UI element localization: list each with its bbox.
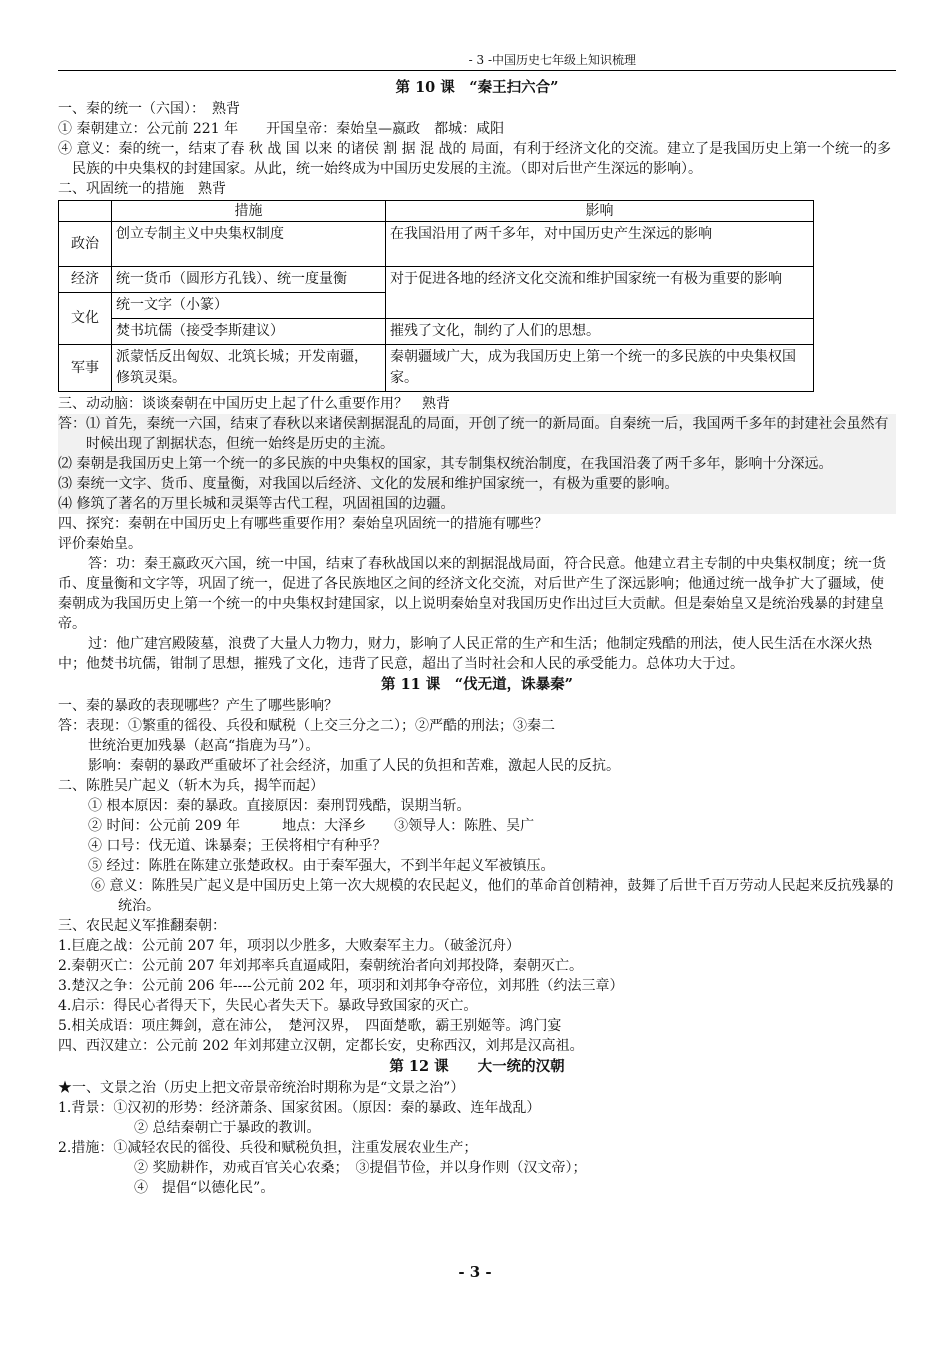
paragraph: ⑷ 修筑了著名的万里长城和灵渠等古代工程，巩固祖国的边疆。 (58, 496, 455, 512)
paragraph: ⑵ 秦朝是我国历史上第一个统一的多民族的中央集权的国家，其专制集权统治制度，在我国沿袭了两千多年，影响十分深远。 (58, 456, 833, 472)
table-cell-category: 经济 (59, 267, 112, 293)
section-heading: ★一、文景之治（历史上把文帝景帝统治时期称为是“文景之治”） (58, 1080, 465, 1096)
page-number: - 3 - (458, 1263, 492, 1281)
paragraph: 世统治更加残暴（赵高“指鹿为马”）。 (88, 738, 320, 754)
lesson-12-title: 第 12 课 大一统的汉朝 (389, 1058, 565, 1075)
document-page (58, 50, 896, 1198)
table-cell-category: 军事 (59, 345, 112, 392)
table-cell-impact: 秦朝疆域广大，成为我国历史上第一个统一的多民族的中央集权国家。 (386, 345, 814, 392)
lesson-11-title: 第 11 课 “伐无道，诛暴秦” (381, 676, 573, 693)
list-item: ⑤ 经过：陈胜在陈建立张楚政权。由于秦军强大，不到半年起义军被镇压。 (88, 858, 555, 874)
paragraph: 答：功：秦王嬴政灭六国，统一中国，结束了春秋战国以来的割据混战局面，符合民意。他建立君主专制的中央集权制度；统一货币、度量衡和文字等，巩固了统一，促进了各民族地区之间的经济文化交流，对后世产生了深远影响；他通过统一战争扩大了疆域，使秦朝成为我国历史上第一个统一的中央集权封建国家，以上说明秦始皇对我国历史作出过巨大贡献。但是秦始皇又是统治残暴的封建皇帝。 (58, 556, 886, 632)
table-cell-measure: 派蒙恬反出匈奴、北筑长城；开发南疆，修筑灵渠。 (112, 345, 386, 392)
section-heading: 三、农民起义军推翻秦朝： (58, 918, 226, 934)
paragraph: ⑶ 秦统一文字、货币、度量衡，对我国以后经济、文化的发展和维护国家统一，有极为重要的影响。 (58, 476, 679, 492)
list-item: 1.背景：①汉初的形势：经济萧条、国家贫困。（原因：秦的暴政、连年战乱） (58, 1100, 541, 1116)
table-cell-impact: 对于促进各地的经济文化交流和维护国家统一有极为重要的影响 (386, 267, 814, 319)
list-item: 3.楚汉之争：公元前 206 年----公元前 202 年，项羽和刘邦争夺帝位，刘邦胜（约法三章） (58, 978, 624, 994)
table-cell-measure: 焚书坑儒（接受李斯建议） (112, 319, 386, 345)
lesson-10-title: 第 10 课 “秦王扫六合” (395, 79, 559, 96)
table-row (59, 222, 814, 267)
table-cell-measure: 创立专制主义中央集权制度 (112, 222, 386, 267)
section-heading: 二、陈胜吴广起义（斩木为兵，揭竿而起） (58, 778, 324, 794)
table-cell-measure: 统一文字（小篆） (112, 293, 386, 319)
paragraph: 影响：秦朝的暴政严重破坏了社会经济，加重了人民的负担和苦难，激起人民的反抗。 (88, 758, 620, 774)
table-header-impact: 影响 (386, 201, 814, 222)
paragraph: 过：他广建宫殿陵墓，浪费了大量人力物力，财力，影响了人民正常的生产和生活；他制定残酷的刑法，使人民生活在水深火热中；他焚书坑儒，钳制了思想，摧残了文化，违背了民意，超出了当时社会和人民的承受能力。总体功大于过。 (58, 636, 872, 672)
section-heading: 四、西汉建立：公元前 202 年刘邦建立汉朝，定都长安，史称西汉，刘邦是汉高祖。 (58, 1038, 584, 1054)
table-row (59, 345, 814, 392)
section-heading: 一、秦的暴政的表现哪些？产生了哪些影响？ (58, 698, 338, 714)
list-item: 5.相关成语：项庄舞剑，意在沛公， 楚河汉界， 四面楚歌，霸王别姬等。鸿门宴 (58, 1018, 562, 1034)
section-heading: 一、秦的统一（六国）： 熟背 (58, 101, 240, 117)
list-item: 4.启示：得民心者得天下，失民心者失天下。暴政导致国家的灭亡。 (58, 998, 478, 1014)
paragraph: 答：⑴ 首先，秦统一六国，结束了春秋以来诸侯割据混乱的局面，开创了统一的新局面。自秦统一后，我国两千多年的封建社会虽然有时候出现了割据状态，但统一始终是历史的主流。 (58, 416, 889, 452)
table-header-row (59, 201, 814, 222)
section-heading: 四、探究：秦朝在中国历史上有哪些重要作用？秦始皇巩固统一的措施有哪些？ (58, 516, 548, 532)
table-cell-category: 文化 (59, 293, 112, 345)
table-header-measure: 措施 (112, 201, 386, 222)
list-item: ④ 提倡“以德化民”。 (134, 1180, 275, 1196)
table-cell-impact: 摧残了文化，制约了人们的思想。 (386, 319, 814, 345)
table-cell-measure: 统一货币（圆形方孔钱）、统一度量衡 (112, 267, 386, 293)
list-item: ② 奖励耕作，劝戒百官关心农桑； ③提倡节俭，并以身作则（汉文帝）； (134, 1160, 587, 1176)
list-item: ② 时间：公元前 209 年 地点：大泽乡 ③领导人：陈胜、吴广 (88, 818, 535, 834)
section-heading: 三、动动脑：谈谈秦朝在中国历史上起了什么重要作用？ 熟背 (58, 396, 450, 412)
paragraph: 答：表现：①繁重的徭役、兵役和赋税（上交三分之二）；②严酷的刑法；③秦二 (58, 718, 555, 734)
list-item: ② 总结秦朝亡于暴政的教训。 (134, 1120, 321, 1136)
running-header: - 3 -中国历史七年级上知识梳理 (468, 53, 636, 67)
table-cell-category: 政治 (59, 222, 112, 267)
table-header-empty (59, 201, 112, 222)
list-item: ⑥ 意义：陈胜吴广起义是中国历史上第一次大规模的农民起义，他们的革命首创精神，鼓舞了后世千百万劳动人民起来反抗残暴的统治。 (91, 878, 894, 914)
list-item: 1.巨鹿之战：公元前 207 年，项羽以少胜多，大败秦军主力。（破釜沉舟） (58, 938, 520, 954)
list-item: 2.秦朝灭亡：公元前 207 年刘邦率兵直逼咸阳，秦朝统治者向刘邦投降，秦朝灭亡。 (58, 958, 583, 974)
header-rule (58, 70, 896, 71)
table-row (59, 267, 814, 293)
measures-table (58, 200, 814, 392)
table-row (59, 319, 814, 345)
table-cell-impact: 在我国沿用了两千多年，对中国历史产生深远的影响 (386, 222, 814, 267)
section-heading: 二、巩固统一的措施 熟背 (58, 181, 226, 197)
paragraph: ① 秦朝建立：公元前 221 年 开国皇帝：秦始皇—嬴政 都城：咸阳 (58, 121, 505, 137)
list-item: 2.措施：①减轻农民的徭役、兵役和赋税负担，注重发展农业生产； (58, 1140, 478, 1156)
list-item: ④ 口号：伐无道、诛暴秦；王侯将相宁有种乎？ (88, 838, 387, 854)
paragraph: ④ 意义：秦的统一，结束了春 秋 战 国 以来 的诸侯 割 据 混 战的 局面，有利于经济文化的交流。建立了是我国历史上第一个统一的多民族的中央集权的封建国家。从此，统一始终成为中国历史发展的主流。（即对后世产生深远的影响）。 (58, 141, 891, 177)
paragraph: 评价秦始皇。 (58, 536, 142, 552)
list-item: ① 根本原因：秦的暴政。直接原因：秦刑罚残酷，误期当斩。 (88, 798, 471, 814)
answer-block (58, 414, 896, 514)
